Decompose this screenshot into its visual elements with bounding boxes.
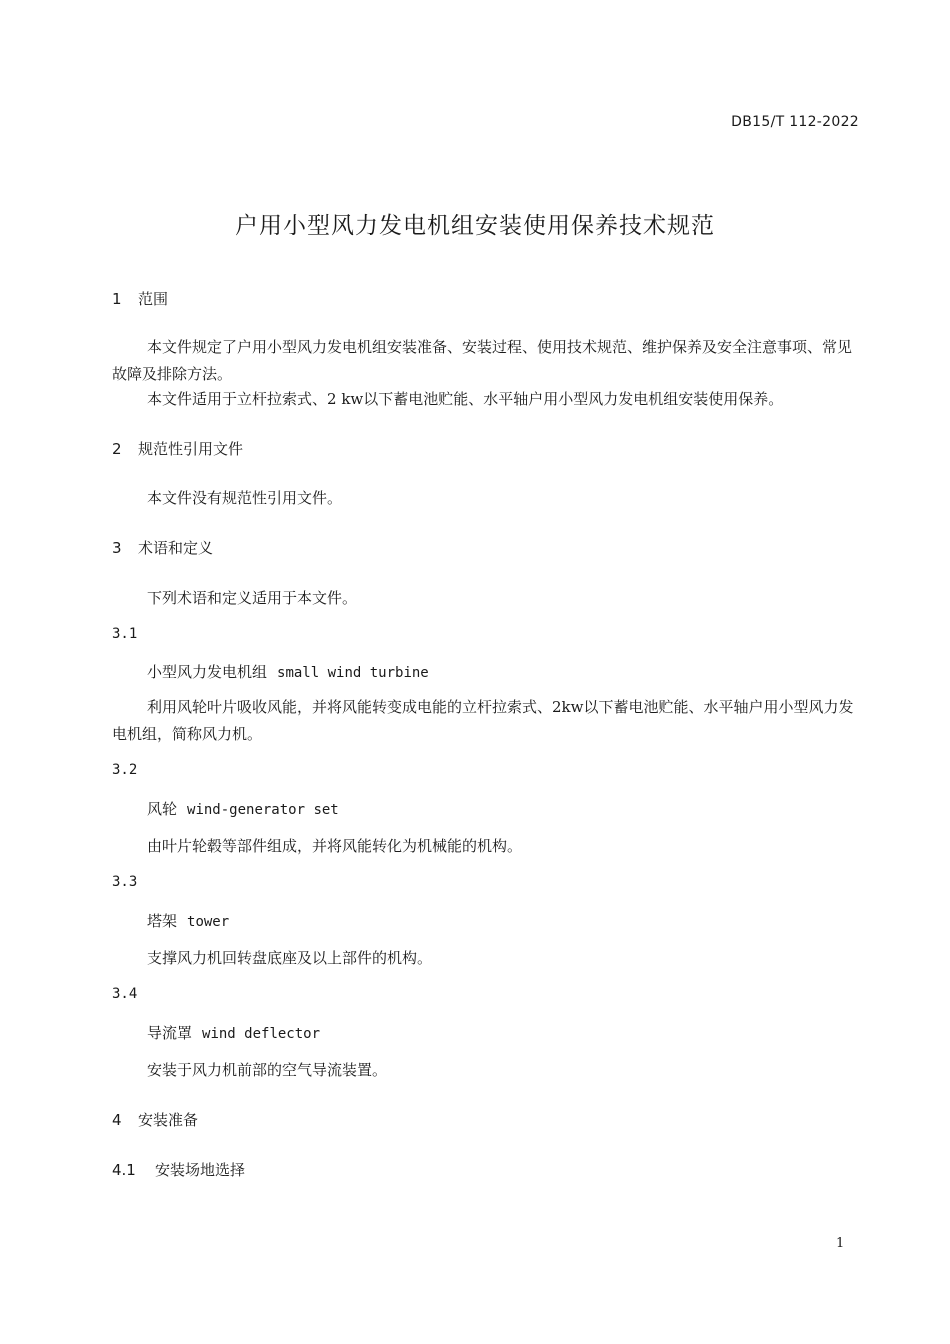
term-zh: 导流罩 (147, 1024, 193, 1042)
section-number: 4.1 (112, 1161, 136, 1179)
section-title: 规范性引用文件 (138, 440, 244, 458)
document-id: DB15/T 112-2022 (731, 114, 859, 130)
section-number: 1 (112, 290, 122, 308)
section-1-heading (112, 288, 168, 309)
terms-intro-paragraph: 下列术语和定义适用于本文件。 (147, 589, 358, 607)
document-title: 户用小型风力发电机组安装使用保养技术规范 (235, 213, 715, 239)
term-number: 3.4 (112, 986, 138, 1002)
section-title: 安装准备 (138, 1111, 199, 1129)
term-zh: 风轮 (147, 800, 178, 818)
section-3-heading (112, 537, 213, 558)
scope-paragraph-2: 本文件适用于立杆拉索式、2 kw以下蓄电池贮能、水平轴户用小型风力发电机组安装使用保养。 (147, 390, 784, 408)
term-number: 3.2 (112, 762, 138, 778)
section-title: 安装场地选择 (155, 1161, 246, 1179)
term-number: 3.3 (112, 874, 138, 890)
page-number: 1 (836, 1236, 845, 1251)
term-en: tower (187, 914, 230, 930)
scope-paragraph-1: 本文件规定了户用小型风力发电机组安装准备、安装过程、使用技术规范、维护保养及安全注意事项、常见故障及排除方法。 (112, 338, 853, 383)
term-en: wind deflector (202, 1026, 321, 1042)
section-number: 3 (112, 539, 122, 557)
term-heading (147, 661, 429, 682)
term-definition: 利用风轮叶片吸收风能，并将风能转变成电能的立杆拉索式、2kw以下蓄电池贮能、水平轴户用小型风力发电机组，简称风力机。 (112, 698, 854, 743)
term-definition: 安装于风力机前部的空气导流装置。 (147, 1061, 388, 1079)
section-4-1-heading (112, 1159, 245, 1180)
term-zh: 小型风力发电机组 (147, 663, 268, 681)
term-heading (147, 798, 339, 819)
term-definition: 支撑风力机回转盘底座及以上部件的机构。 (147, 949, 433, 967)
term-heading (147, 910, 229, 931)
section-title: 范围 (138, 290, 169, 308)
term-en: wind-generator set (187, 802, 339, 818)
section-title: 术语和定义 (138, 539, 214, 557)
refs-paragraph: 本文件没有规范性引用文件。 (147, 489, 343, 507)
section-number: 2 (112, 440, 122, 458)
term-zh: 塔架 (147, 912, 178, 930)
term-definition: 由叶片轮毂等部件组成，并将风能转化为机械能的机构。 (147, 837, 523, 855)
section-2-heading (112, 438, 243, 459)
term-number: 3.1 (112, 626, 138, 642)
term-heading (147, 1022, 320, 1043)
section-4-heading (112, 1109, 198, 1130)
section-number: 4 (112, 1111, 122, 1129)
term-en: small wind turbine (277, 665, 429, 681)
